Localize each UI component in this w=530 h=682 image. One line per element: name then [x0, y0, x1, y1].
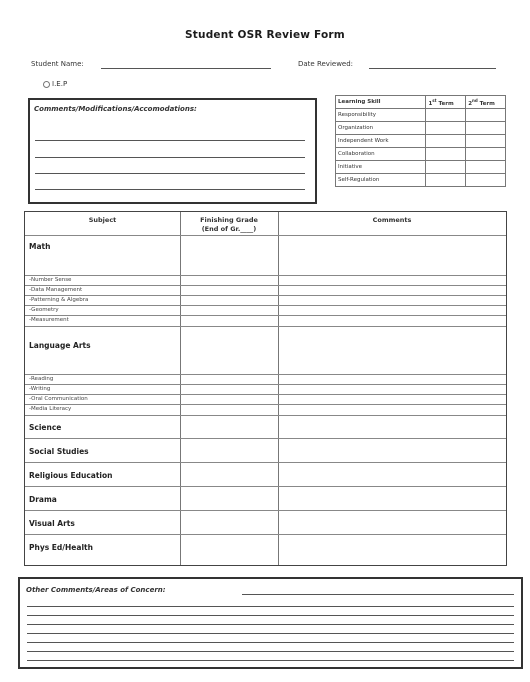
term2-header	[466, 96, 506, 109]
subject-visual-arts: Visual Arts	[29, 519, 75, 528]
subject-column-header: Subject	[88, 216, 117, 224]
row-divider	[25, 486, 506, 487]
term2-cell[interactable]	[466, 148, 506, 161]
comments-column-header: Comments	[372, 216, 412, 224]
row-divider	[25, 404, 506, 405]
learning-skills-header-row	[336, 96, 506, 109]
other-comments-line[interactable]	[27, 624, 514, 625]
term1-sup: st	[432, 97, 437, 103]
student-name-label: Student Name:	[31, 60, 84, 68]
subject-science: Science	[29, 423, 62, 432]
language-sub-item: -Media Literacy	[29, 406, 72, 412]
comments-line[interactable]	[35, 157, 305, 158]
grade-column-subheader: (End of Gr.____)	[201, 225, 257, 233]
skill-label: Responsibility	[336, 109, 426, 122]
other-comments-line[interactable]	[27, 633, 514, 634]
other-comments-line[interactable]	[27, 606, 514, 607]
term1-cell[interactable]	[426, 135, 466, 148]
subjects-table	[24, 211, 507, 566]
student-name-line[interactable]	[101, 68, 271, 69]
term1-cell[interactable]	[426, 148, 466, 161]
table-row	[336, 161, 506, 174]
row-divider	[25, 285, 506, 286]
term1-cell[interactable]	[426, 174, 466, 187]
skill-label: Collaboration	[336, 148, 426, 161]
subject-math: Math	[29, 242, 51, 251]
row-divider	[25, 415, 506, 416]
other-comments-heading: Other Comments/Areas of Concern:	[26, 586, 166, 594]
iep-checkbox[interactable]	[43, 81, 50, 88]
other-comments-line[interactable]	[27, 615, 514, 616]
subject-social-studies: Social Studies	[29, 447, 89, 456]
math-sub-item: -Patterning & Algebra	[29, 297, 89, 303]
language-sub-item: -Reading	[29, 376, 54, 382]
other-comments-line[interactable]	[27, 660, 514, 661]
row-divider	[25, 295, 506, 296]
skill-label: Organization	[336, 122, 426, 135]
column-divider	[278, 212, 279, 565]
math-sub-item: -Geometry	[29, 307, 59, 313]
subject-religious-education: Religious Education	[29, 471, 113, 480]
term2-cell[interactable]	[466, 109, 506, 122]
table-row	[336, 109, 506, 122]
skill-label: Initiative	[336, 161, 426, 174]
subject-phys-ed-health: Phys Ed/Health	[29, 543, 93, 552]
term1-cell[interactable]	[426, 161, 466, 174]
math-sub-item: -Number Sense	[29, 277, 72, 283]
term2-cell[interactable]	[466, 174, 506, 187]
language-sub-item: -Oral Communication	[29, 396, 88, 402]
other-comments-box	[18, 577, 523, 669]
term1-cell[interactable]	[426, 122, 466, 135]
term2-cell[interactable]	[466, 161, 506, 174]
grade-column-header: Finishing Grade	[200, 216, 258, 224]
learning-skill-header: Learning Skill	[336, 96, 426, 109]
term1-num: 1	[428, 100, 433, 107]
subject-drama: Drama	[29, 495, 57, 504]
iep-label: I.E.P	[52, 80, 68, 88]
row-divider	[25, 315, 506, 316]
learning-skills-table	[335, 95, 506, 187]
term1-cell[interactable]	[426, 109, 466, 122]
term2-word: Term	[477, 100, 495, 107]
language-sub-item: -Writing	[29, 386, 51, 392]
comments-line[interactable]	[35, 140, 305, 141]
date-reviewed-line[interactable]	[369, 68, 496, 69]
row-divider	[25, 438, 506, 439]
math-sub-item: -Measurement	[29, 317, 69, 323]
term2-num: 2	[468, 100, 473, 107]
table-row	[336, 122, 506, 135]
row-divider	[25, 275, 506, 276]
term2-sup: nd	[472, 97, 478, 103]
other-comments-line[interactable]	[27, 642, 514, 643]
comments-heading: Comments/Modifications/Accomodations:	[34, 105, 197, 113]
row-divider	[25, 305, 506, 306]
term2-cell[interactable]	[466, 122, 506, 135]
other-comments-line[interactable]	[242, 594, 514, 595]
term1-word: Term	[436, 100, 454, 107]
comments-box	[28, 98, 317, 204]
row-divider	[25, 462, 506, 463]
other-comments-line[interactable]	[27, 651, 514, 652]
date-reviewed-label: Date Reviewed:	[298, 60, 354, 68]
row-divider	[25, 534, 506, 535]
comments-line[interactable]	[35, 189, 305, 190]
row-divider	[25, 235, 506, 236]
table-row	[336, 148, 506, 161]
row-divider	[25, 394, 506, 395]
skill-label: Self-Regulation	[336, 174, 426, 187]
term2-cell[interactable]	[466, 135, 506, 148]
row-divider	[25, 374, 506, 375]
skill-label: Independent Work	[336, 135, 426, 148]
form-title: Student OSR Review Form	[185, 29, 345, 41]
comments-line[interactable]	[35, 173, 305, 174]
column-divider	[180, 212, 181, 565]
row-divider	[25, 384, 506, 385]
subject-language-arts: Language Arts	[29, 341, 91, 350]
row-divider	[25, 326, 506, 327]
table-row	[336, 135, 506, 148]
row-divider	[25, 510, 506, 511]
table-row	[336, 174, 506, 187]
term1-header	[426, 96, 466, 109]
math-sub-item: -Data Management	[29, 287, 83, 293]
